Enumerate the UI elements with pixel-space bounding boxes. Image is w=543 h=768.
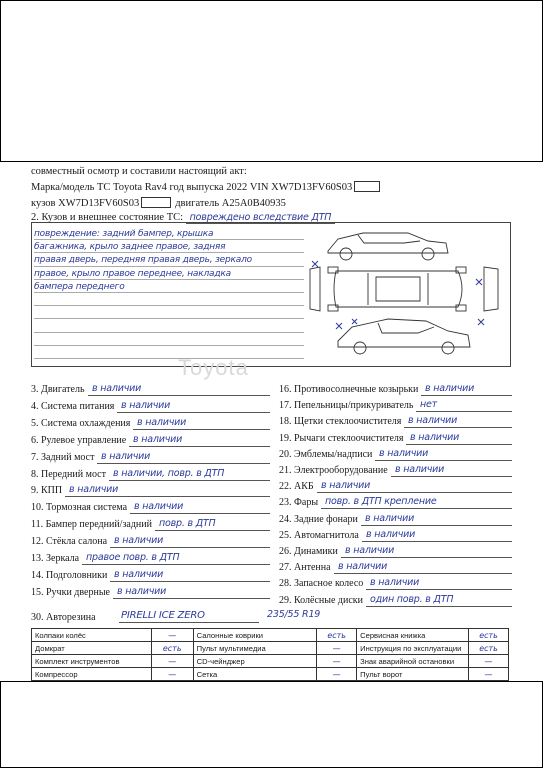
checklist-value-line <box>416 399 512 412</box>
checklist-label: 7. Задний мост <box>31 451 95 463</box>
table-value-cell: — <box>151 629 193 642</box>
checklist-value: в наличии <box>92 383 142 394</box>
table-value-cell: — <box>317 668 357 681</box>
table-label-cell: CD-чейнджер <box>193 655 317 668</box>
body-condition-box <box>31 222 511 367</box>
damage-line <box>34 240 304 253</box>
checklist-label: 21. Электрооборудование <box>279 465 388 476</box>
checklist-value: в наличии <box>133 433 183 445</box>
redaction-box-top <box>0 0 543 162</box>
checklist-label: 20. Эмблемы/надписи <box>279 448 373 460</box>
checklist-value-line <box>366 594 512 607</box>
table-row <box>32 629 509 642</box>
damage-line <box>34 319 304 332</box>
checklist-label: 12. Стёкла салона <box>31 536 108 548</box>
table-value-cell: есть <box>469 629 509 642</box>
checklist-label: 18. Щетки стеклоочистителя <box>279 416 402 428</box>
car-diagram-svg <box>308 223 512 368</box>
table-value-cell: есть <box>469 642 509 655</box>
checklist-value: в наличии <box>408 415 458 427</box>
checklist-value-line <box>341 545 512 558</box>
checklist-value-line <box>404 415 512 428</box>
table-row <box>32 668 509 681</box>
table-value-cell: — <box>317 655 357 668</box>
table-row <box>32 642 509 655</box>
checklist-value-line <box>361 513 512 526</box>
damage-line-text: правая дверь, передняя правая дверь, зеркало <box>34 255 252 266</box>
checklist-label: 22. АКБ <box>279 481 314 493</box>
checklist-value: один повр. в ДТП <box>370 593 454 605</box>
checklist-value: в наличии <box>365 512 415 524</box>
model-vin-text: Марка/модель ТС Toyota Rav4 год выпуска 2022 VIN XW7D13FV60S03 <box>31 182 353 193</box>
checklist-value: в наличии, повр. в ДТП <box>113 467 225 479</box>
vin-blank <box>354 181 380 192</box>
tires-size: 235/55 R19 <box>267 609 321 620</box>
checklist-value: в наличии <box>321 480 371 492</box>
checklist-label: 15. Ручки дверные <box>31 586 110 598</box>
checklist-value-line <box>321 496 512 509</box>
checklist-value-line <box>406 432 512 445</box>
table-label-cell: Сетка <box>193 668 317 681</box>
damage-line-text: правое, крыло правое переднее, накладка <box>34 268 231 279</box>
checklist-value: в наличии <box>114 535 164 547</box>
damage-line <box>34 293 304 306</box>
damage-line <box>34 346 304 359</box>
checklist-label: 5. Система охлаждения <box>31 417 131 429</box>
damage-line <box>34 227 304 240</box>
checklist-value: в наличии <box>137 416 187 428</box>
damage-line <box>34 306 304 319</box>
damage-line <box>34 267 304 280</box>
checklist-value: повр. в ДТП крепление <box>325 496 437 508</box>
checklist-label: 14. Подголовники <box>31 569 108 581</box>
table-label-cell: Инструкция по эксплуатации <box>357 642 469 655</box>
car-diagram <box>308 223 512 368</box>
checklist-label: 17. Пепельницы/прикуриватель <box>279 400 414 412</box>
checklist-value: в наличии <box>379 447 429 459</box>
header-line-2 <box>31 181 380 194</box>
checklist-value-line <box>88 383 270 396</box>
table-value-cell: — <box>151 655 193 668</box>
table-label-cell: Компрессор <box>32 668 152 681</box>
table-label-cell: Комплект инструментов <box>32 655 152 668</box>
damage-line <box>34 253 304 266</box>
damage-line-text: бампера переднего <box>34 281 125 292</box>
table-value-cell: — <box>469 668 509 681</box>
checklist-value-line <box>133 417 270 430</box>
equipment-table <box>31 628 509 681</box>
checklist-value-line <box>130 501 270 514</box>
checklist-value-line <box>334 561 512 574</box>
checklist-value: в наличии <box>134 501 184 513</box>
checklist-value: в наличии <box>395 464 445 475</box>
checklist-value-line <box>421 383 512 396</box>
checklist-value-line <box>110 535 270 548</box>
checklist-value-line <box>391 464 512 477</box>
checklist-value: в наличии <box>345 545 395 556</box>
checklist-label: 9. КПП <box>31 485 63 497</box>
checklist-label: 26. Динамики <box>279 546 338 557</box>
table-label-cell: Пульт мультимедиа <box>193 642 317 655</box>
body-number-text: кузов XW7D13FV60S03 <box>31 198 140 209</box>
table-value-cell: — <box>469 655 509 668</box>
checklist-value-line <box>97 451 270 464</box>
tires-value: PIRELLI ICE ZERO <box>119 610 259 623</box>
watermark: Toyota <box>178 355 249 380</box>
checklist-label: 24. Задние фонари <box>279 513 358 525</box>
table-value-cell: — <box>317 642 357 655</box>
checklist-value-line <box>109 468 270 481</box>
checklist-value-line <box>155 518 270 531</box>
damage-line-text: повреждение: задний бампер, крышка <box>34 229 214 239</box>
table-label-cell: Салонные коврики <box>193 629 317 642</box>
redaction-box-bottom <box>0 681 543 768</box>
table-value-cell: — <box>151 668 193 681</box>
checklist-value-line <box>362 529 512 542</box>
checklist-label: 3. Двигатель <box>31 384 85 395</box>
header-line-1: совместный осмотр и составили настоящий акт: <box>31 166 247 177</box>
table-label-cell: Пульт ворот <box>357 668 469 681</box>
checklist-label: 6. Рулевое управление <box>31 434 127 446</box>
damage-line-text: багажника, крыло заднее правое, задняя <box>34 242 226 253</box>
checklist-value-line <box>82 552 270 565</box>
checklist-value-line <box>113 586 270 599</box>
checklist-label: 29. Колёсные диски <box>279 594 364 606</box>
checklist-value: в наличии <box>121 399 171 411</box>
checklist-value-line <box>366 577 512 590</box>
checklist-label: 11. Бампер передний/задний <box>31 519 152 531</box>
checklist-value: в наличии <box>114 568 164 580</box>
checklist-value: в наличии <box>101 450 151 462</box>
checklist-value-line <box>65 484 270 497</box>
checklist-value-line <box>375 448 512 461</box>
checklist-label: 25. Автомагнитола <box>279 529 359 541</box>
checklist-value: в наличии <box>370 577 420 589</box>
checklist-label: 13. Зеркала <box>31 553 80 564</box>
checklist-label: 16. Противосолнечные козырьки <box>279 384 419 395</box>
checklist-value: в наличии <box>410 431 460 443</box>
section2-title: 2. Кузов и внешнее состояние ТС: <box>31 212 184 223</box>
damage-text-lines <box>34 227 304 359</box>
checklist-value-line <box>110 569 270 582</box>
table-value-cell: есть <box>151 642 193 655</box>
table-label-cell: Домкрат <box>32 642 152 655</box>
checklist-label: 19. Рычаги стеклоочистителя <box>279 432 404 444</box>
checklist-value: в наличии <box>338 561 388 573</box>
tires-row <box>31 609 321 624</box>
table-label-cell: Знак аварийной остановки <box>357 655 469 668</box>
table-row <box>32 655 509 668</box>
checklist-value: в наличии <box>366 528 416 540</box>
section2-handwritten: повреждено вследствие ДТП <box>186 212 336 224</box>
body-blank <box>141 197 171 208</box>
checklist-value-line <box>129 434 270 447</box>
damage-line <box>34 333 304 346</box>
checklist-label: 23. Фары <box>279 497 319 509</box>
table-value-cell: есть <box>317 629 357 642</box>
table-label-cell: Колпаки колёс <box>32 629 152 642</box>
checklist-label: 10. Тормозная система <box>31 502 128 514</box>
checklist-value: нет <box>420 399 437 411</box>
checklist-value: правое повр. в ДТП <box>86 552 180 563</box>
checklist-value: повр. в ДТП <box>159 518 216 530</box>
damage-line <box>34 280 304 293</box>
header-line-3 <box>31 197 286 210</box>
table-label-cell: Сервисная книжка <box>357 629 469 642</box>
checklist-label: 28. Запасное колесо <box>279 578 364 590</box>
checklist-label: 27. Антенна <box>279 562 331 574</box>
checklist-value: в наличии <box>69 484 119 496</box>
engine-number-text: двигатель A25A0B40935 <box>175 198 286 209</box>
checklist-value: в наличии <box>117 585 167 597</box>
tires-label: 30. Авторезина <box>31 612 96 623</box>
checklist-label: 8. Передний мост <box>31 468 106 480</box>
checklist-label: 4. Система питания <box>31 400 115 412</box>
checklist-value: в наличии <box>425 383 475 394</box>
checklist-value-line <box>317 480 512 493</box>
checklist-value-line <box>117 400 270 413</box>
